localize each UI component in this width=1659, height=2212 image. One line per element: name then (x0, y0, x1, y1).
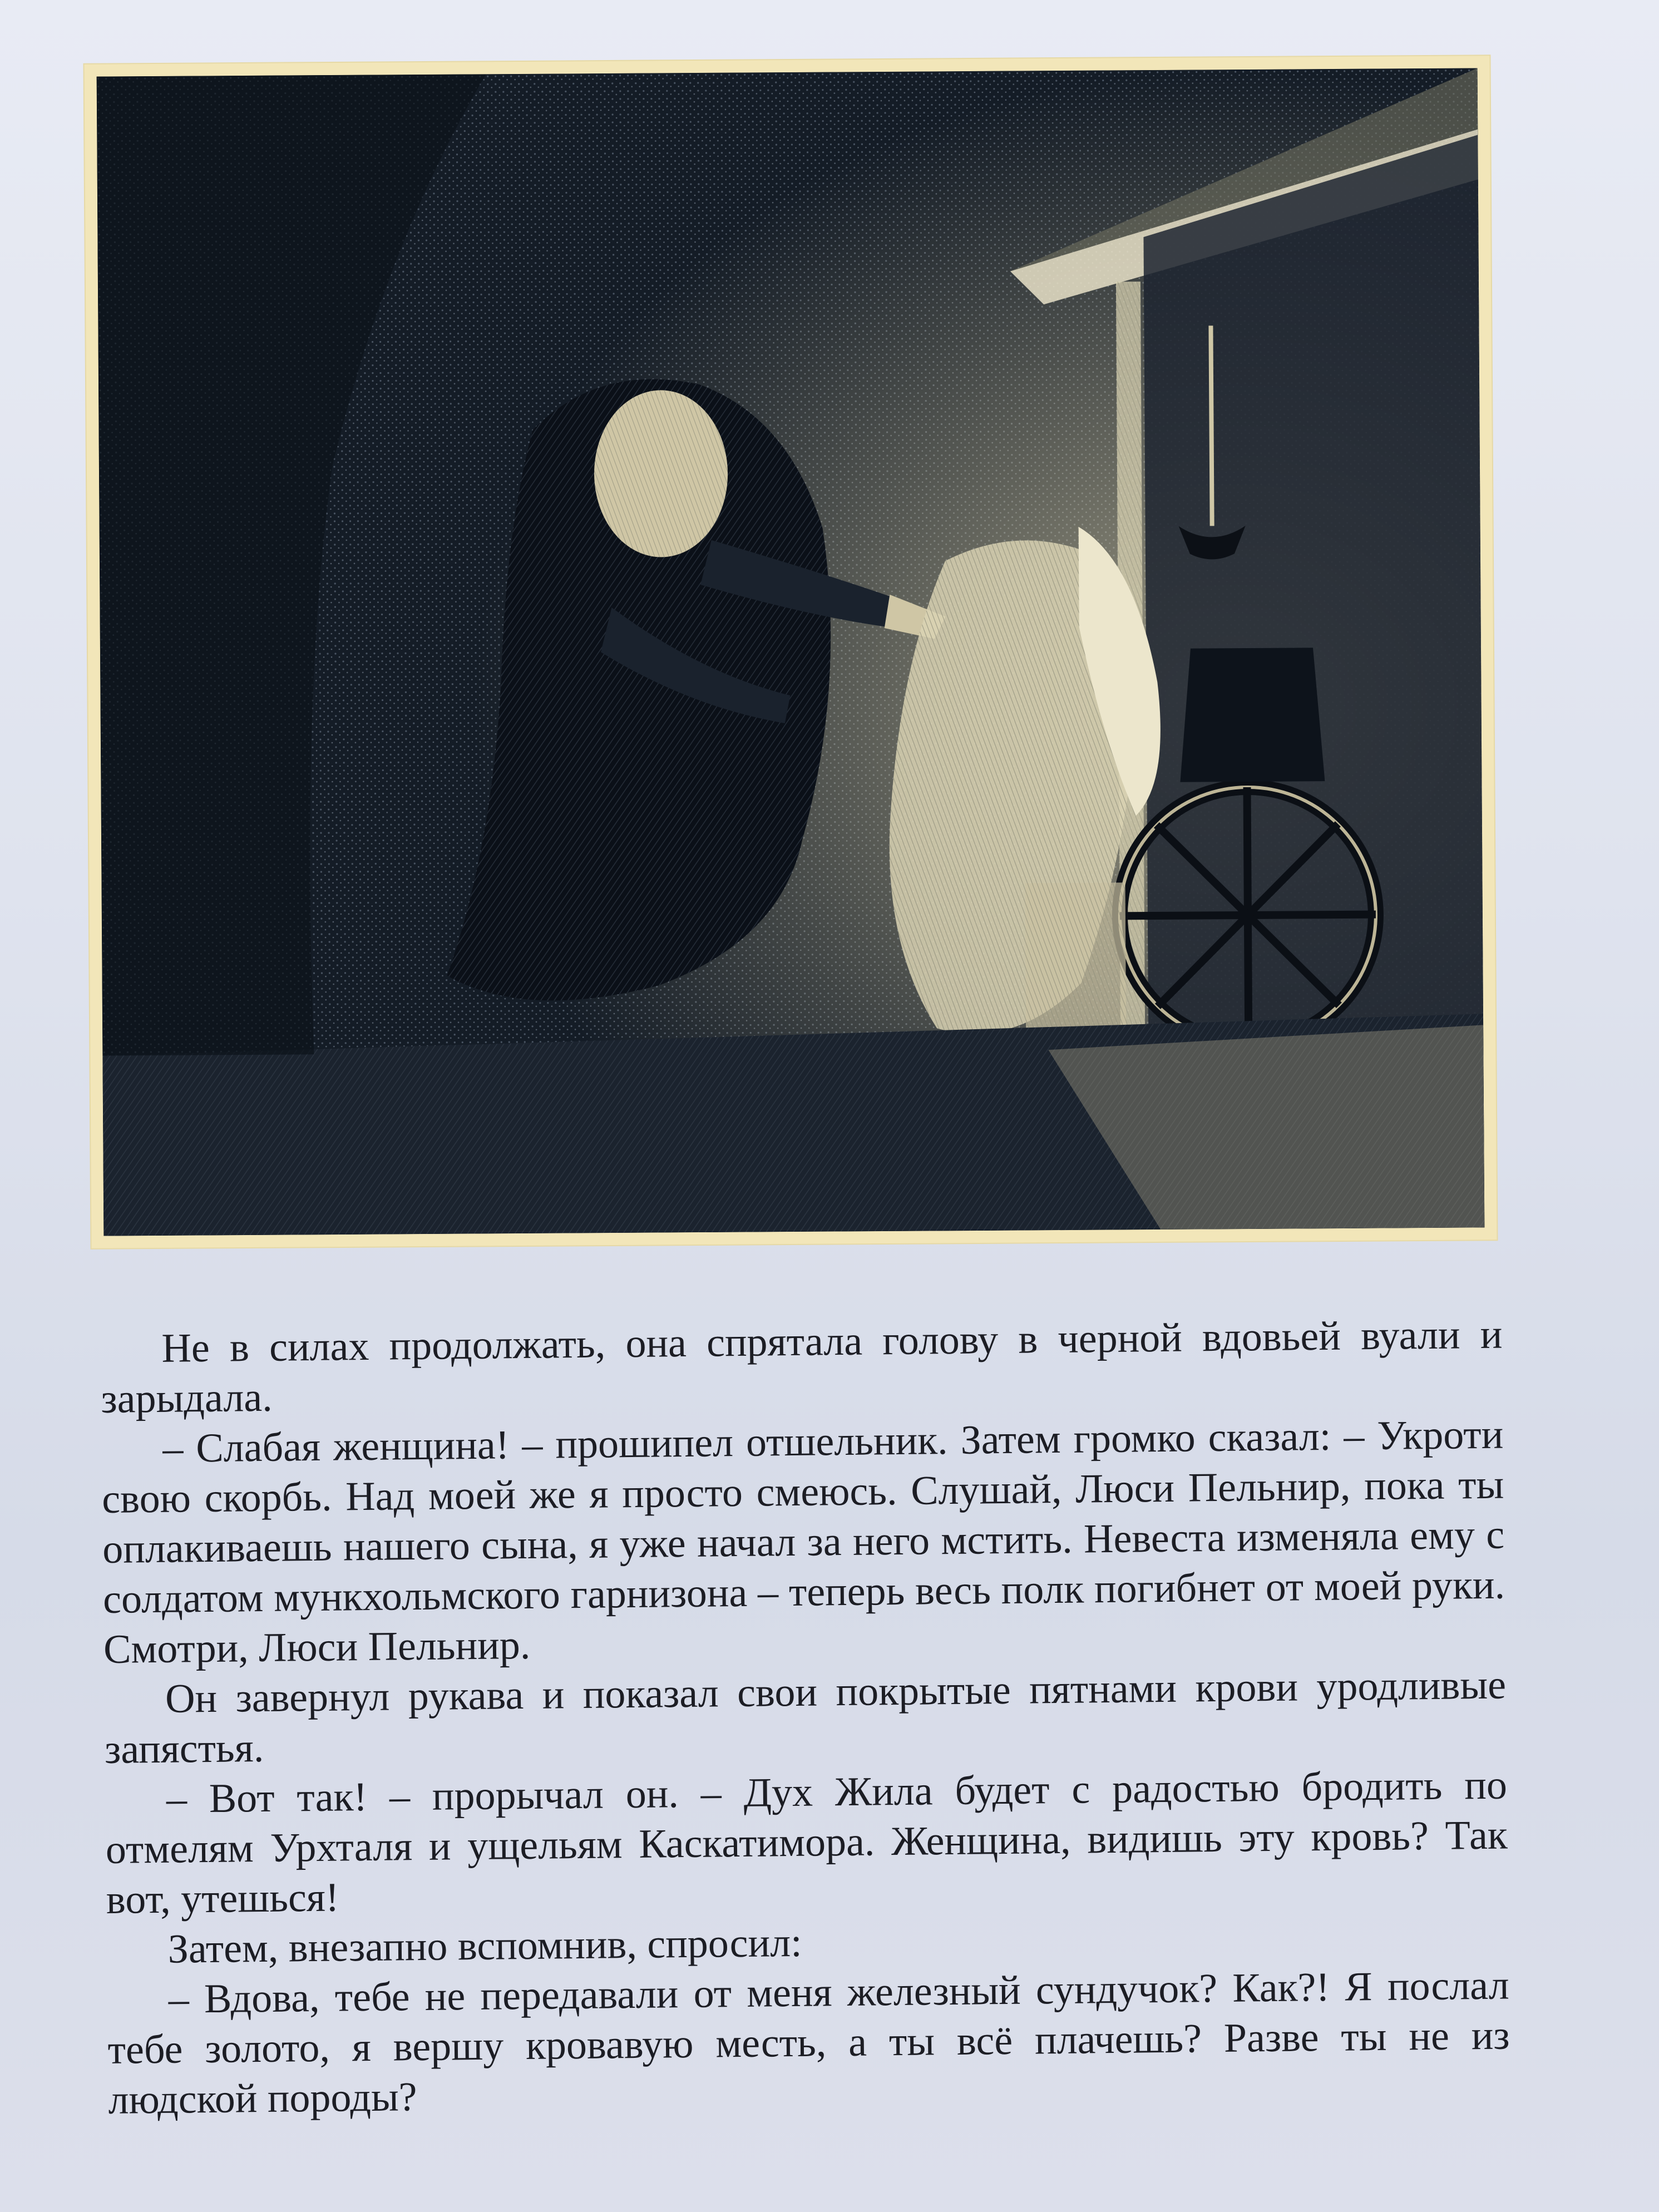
paragraph-5: Затем, внезапно вспомнив, спросил: (167, 1919, 803, 1972)
engraving-illustration (97, 68, 1485, 1236)
illustration-frame (85, 56, 1497, 1248)
paragraph-3: Он завернул рукава и показал свои покрытые пятнами крови уродливые запястья. (104, 1662, 1507, 1772)
paragraph-4: – Вот так! – прорычал он. – Дух Жила будет с радостью бродить по отмелям Урхталя и ущельям Каскатимора. Женщина, видишь эту кровь? Так вот, утешься! (105, 1762, 1508, 1923)
paragraph-2: – Слабая женщина! – прошипел отшельник. Затем громко сказал: – Укроти свою скорбь. Над моей же я просто смеюсь. Слушай, Люси Пельнир, пока ты оплакиваешь нашего сына, я уже начал за него мстить. Невеста изменяла ему с солдатом мункхольмского гарнизона – теперь весь полк погибнет от моей руки. Смотри, Люси Пельнир. (101, 1411, 1505, 1672)
body-text (100, 1310, 1511, 2192)
paragraph-6: – Вдова, тебе не передавали от меня железный сундучок? Как?! Я послал тебе золото, я вершу кровавую месть, а ты всё плачешь? Разве ты не из людской породы? (107, 1962, 1510, 2123)
paragraph-1: Не в силах продолжать, она спрятала голову в черной вдовьей вуали и зарыдала. (100, 1311, 1503, 1422)
engraving-hermit-and-widow-icon (97, 68, 1485, 1236)
